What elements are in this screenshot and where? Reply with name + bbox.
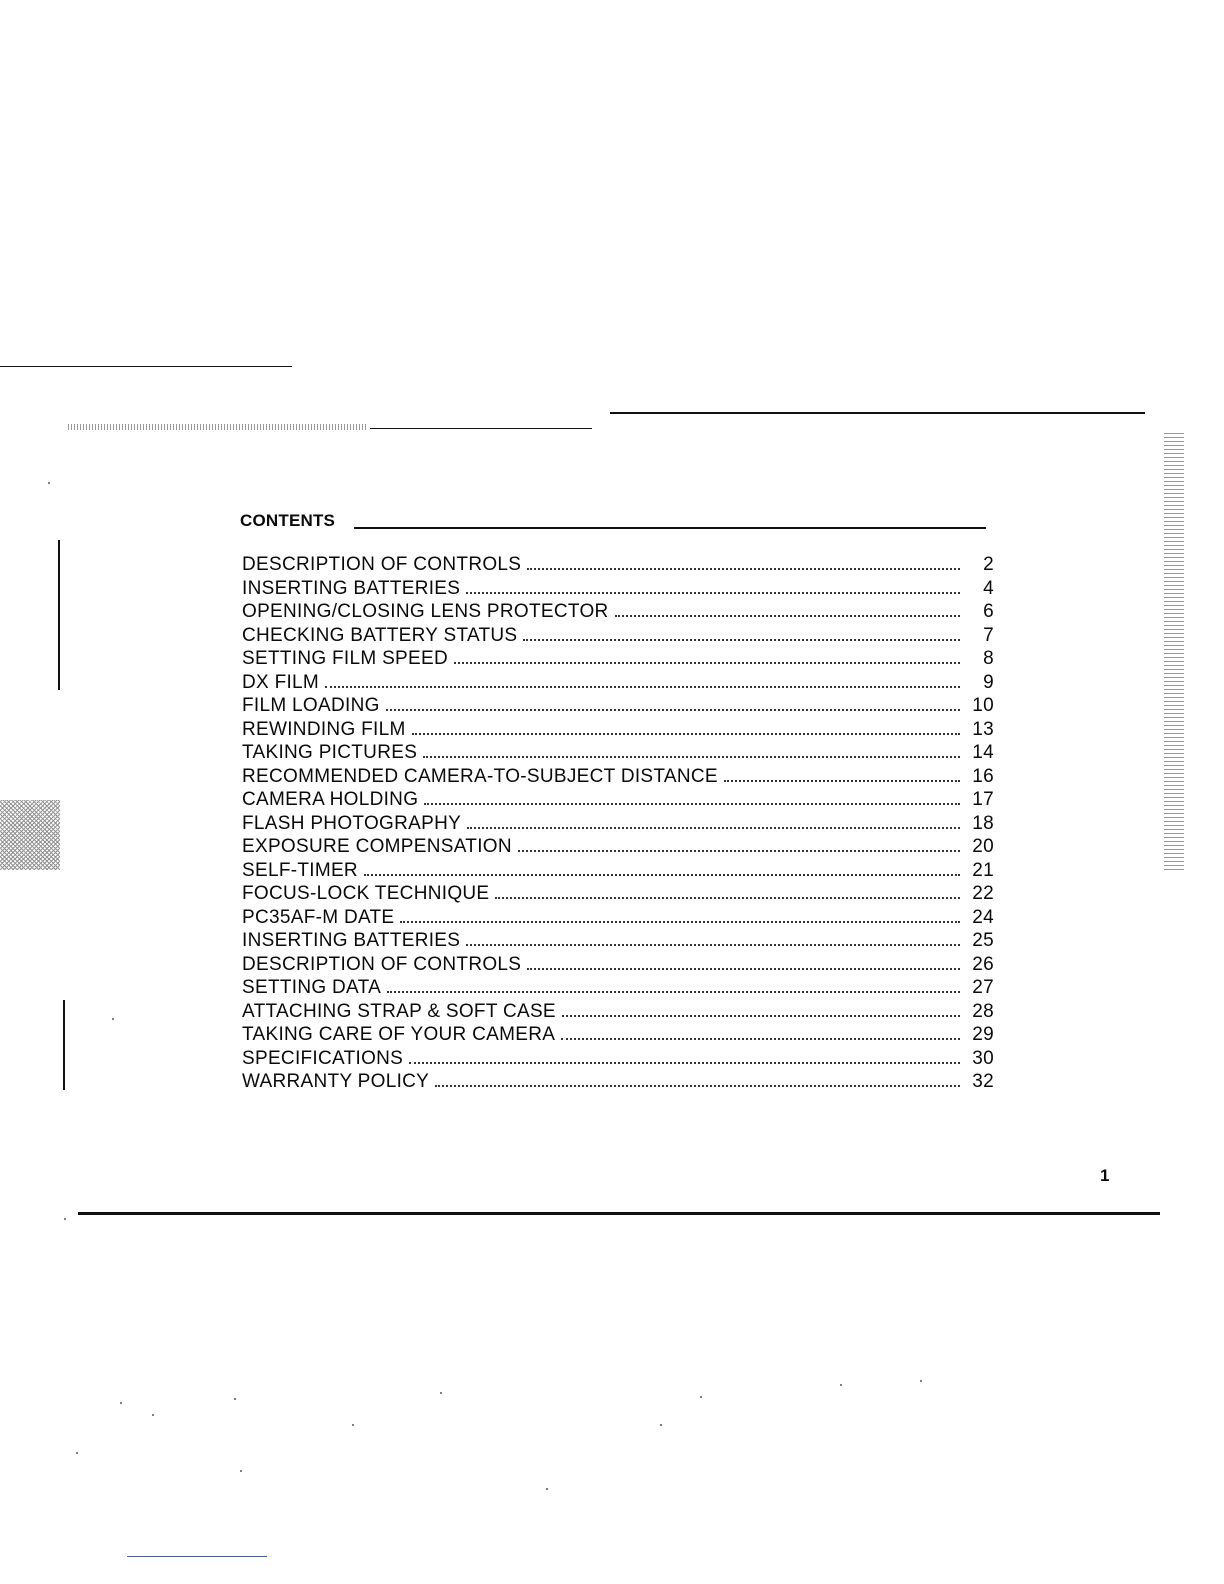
toc-entry[interactable] <box>242 882 994 906</box>
toc-dot-leader <box>454 662 960 664</box>
toc-dot-leader <box>523 639 960 641</box>
left-margin-rule-lower <box>63 1000 65 1090</box>
bottom-page-rule <box>78 1212 1160 1215</box>
toc-entry-page: 32 <box>972 1071 994 1092</box>
top-page-rule-left <box>370 428 592 429</box>
speck <box>700 1396 702 1398</box>
toc-entry-title: CAMERA HOLDING <box>242 789 419 810</box>
toc-entry-page: 21 <box>972 859 994 881</box>
speck <box>352 1424 354 1426</box>
toc-entry-page: 26 <box>972 953 994 975</box>
toc-entry-title: DESCRIPTION OF CONTROLS <box>242 953 522 975</box>
toc-dot-leader <box>466 592 960 594</box>
top-left-scan-rule <box>0 366 292 367</box>
toc-dot-leader <box>724 780 960 782</box>
toc-dot-leader <box>424 803 960 805</box>
toc-dot-leader <box>386 709 960 711</box>
toc-entry-title: TAKING CARE OF YOUR CAMERA <box>242 1024 556 1045</box>
toc-entry-page: 8 <box>983 648 994 669</box>
toc-dot-leader <box>466 944 960 946</box>
toc-entry-title: PC35AF-M DATE <box>242 906 395 928</box>
toc-dot-leader <box>561 1038 960 1040</box>
toc-entry-page: 18 <box>972 812 994 834</box>
toc-entry[interactable] <box>242 859 994 883</box>
contents-heading: CONTENTS <box>240 511 336 530</box>
right-edge-dither <box>1164 430 1184 870</box>
toc-entry[interactable] <box>242 647 994 671</box>
toc-entry-page: 16 <box>972 765 994 787</box>
toc-entry-page: 14 <box>972 742 994 763</box>
speck <box>234 1398 236 1400</box>
toc-entry-page: 22 <box>972 883 994 904</box>
toc-entry-title: REWINDING FILM <box>242 718 406 740</box>
toc-entry-title: TAKING PICTURES <box>242 742 418 763</box>
toc-dot-leader <box>364 874 960 876</box>
speck <box>920 1380 922 1382</box>
toc-dot-leader <box>325 686 960 688</box>
speck <box>64 1218 66 1220</box>
toc-entry-page: 13 <box>972 718 994 740</box>
toc-entry[interactable] <box>242 577 994 601</box>
table-of-contents <box>242 553 994 1094</box>
speck <box>48 482 50 484</box>
speck <box>76 1452 78 1454</box>
toc-entry-title: WARRANTY POLICY <box>242 1071 430 1092</box>
toc-entry-title: ATTACHING STRAP & SOFT CASE <box>242 1000 556 1022</box>
speck <box>112 1018 114 1020</box>
toc-entry-title: RECOMMENDED CAMERA-TO-SUBJECT DISTANCE <box>242 765 718 787</box>
toc-entry[interactable] <box>242 953 994 977</box>
toc-entry-page: 24 <box>972 906 994 928</box>
toc-dot-leader <box>615 615 960 617</box>
toc-entry-page: 27 <box>972 977 994 998</box>
toc-entry-title: INSERTING BATTERIES <box>242 930 461 951</box>
toc-entry[interactable] <box>242 1000 994 1024</box>
toc-entry[interactable] <box>242 788 994 812</box>
toc-entry-title: DESCRIPTION OF CONTROLS <box>242 554 522 575</box>
toc-entry[interactable] <box>242 671 994 695</box>
speck <box>440 1392 442 1394</box>
toc-dot-leader <box>409 1062 960 1064</box>
toc-dot-leader <box>562 1015 960 1017</box>
toc-entry[interactable] <box>242 976 994 1000</box>
toc-entry-page: 30 <box>972 1047 994 1069</box>
toc-entry-title: DX FILM <box>242 671 320 693</box>
heading-rule <box>354 527 986 529</box>
toc-entry-title: FILM LOADING <box>242 695 380 716</box>
toc-entry-page: 29 <box>972 1024 994 1045</box>
toc-entry-title: EXPOSURE COMPENSATION <box>242 836 512 857</box>
toc-entry-page: 7 <box>983 624 994 646</box>
speck <box>660 1424 662 1426</box>
toc-entry[interactable] <box>242 694 994 718</box>
toc-entry[interactable] <box>242 553 994 577</box>
toc-entry[interactable] <box>242 906 994 930</box>
toc-entry-title: OPENING/CLOSING LENS PROTECTOR <box>242 601 609 622</box>
toc-entry-title: SETTING DATA <box>242 977 382 998</box>
toc-entry-page: 6 <box>983 601 994 622</box>
speck <box>840 1384 842 1386</box>
toc-entry[interactable] <box>242 835 994 859</box>
speck <box>546 1488 548 1490</box>
left-edge-dither <box>0 800 60 870</box>
left-margin-rule-upper <box>58 540 60 690</box>
toc-entry-title: FOCUS-LOCK TECHNIQUE <box>242 883 490 904</box>
toc-entry-page: 4 <box>983 577 994 599</box>
toc-entry[interactable] <box>242 929 994 953</box>
toc-entry-page: 2 <box>983 554 994 575</box>
toc-entry-page: 9 <box>983 671 994 693</box>
toc-dot-leader <box>400 921 960 923</box>
toc-dot-leader <box>527 568 960 570</box>
toc-entry[interactable] <box>242 741 994 765</box>
toc-dot-leader <box>518 850 960 852</box>
toc-entry[interactable] <box>242 1023 994 1047</box>
toc-entry[interactable] <box>242 600 994 624</box>
toc-dot-leader <box>527 968 960 970</box>
toc-dot-leader <box>423 756 960 758</box>
toc-entry[interactable] <box>242 624 994 648</box>
footer-link-underline <box>127 1556 267 1557</box>
toc-entry-title: SELF-TIMER <box>242 859 358 881</box>
toc-dot-leader <box>467 827 960 829</box>
toc-entry-page: 17 <box>972 789 994 810</box>
toc-entry-page: 28 <box>972 1000 994 1022</box>
toc-entry[interactable] <box>242 1070 994 1094</box>
toc-entry-title: SPECIFICATIONS <box>242 1047 404 1069</box>
toc-entry-title: INSERTING BATTERIES <box>242 577 461 599</box>
top-dither-band <box>68 424 368 430</box>
toc-entry-page: 25 <box>972 930 994 951</box>
speck <box>152 1414 154 1416</box>
toc-entry-title: CHECKING BATTERY STATUS <box>242 624 518 646</box>
toc-entry[interactable] <box>242 1047 994 1071</box>
toc-entry[interactable] <box>242 718 994 742</box>
top-page-rule-right <box>610 412 1145 414</box>
toc-entry-title: SETTING FILM SPEED <box>242 648 448 669</box>
toc-entry-title: FLASH PHOTOGRAPHY <box>242 812 462 834</box>
toc-dot-leader <box>412 733 960 735</box>
toc-entry-page: 10 <box>972 695 994 716</box>
toc-entry[interactable] <box>242 765 994 789</box>
toc-entry[interactable] <box>242 812 994 836</box>
toc-dot-leader <box>435 1085 960 1087</box>
speck <box>240 1470 242 1472</box>
toc-dot-leader <box>495 897 960 899</box>
toc-dot-leader <box>387 991 960 993</box>
page-number: 1 <box>1100 1166 1110 1185</box>
toc-entry-page: 20 <box>972 836 994 857</box>
speck <box>120 1402 122 1404</box>
